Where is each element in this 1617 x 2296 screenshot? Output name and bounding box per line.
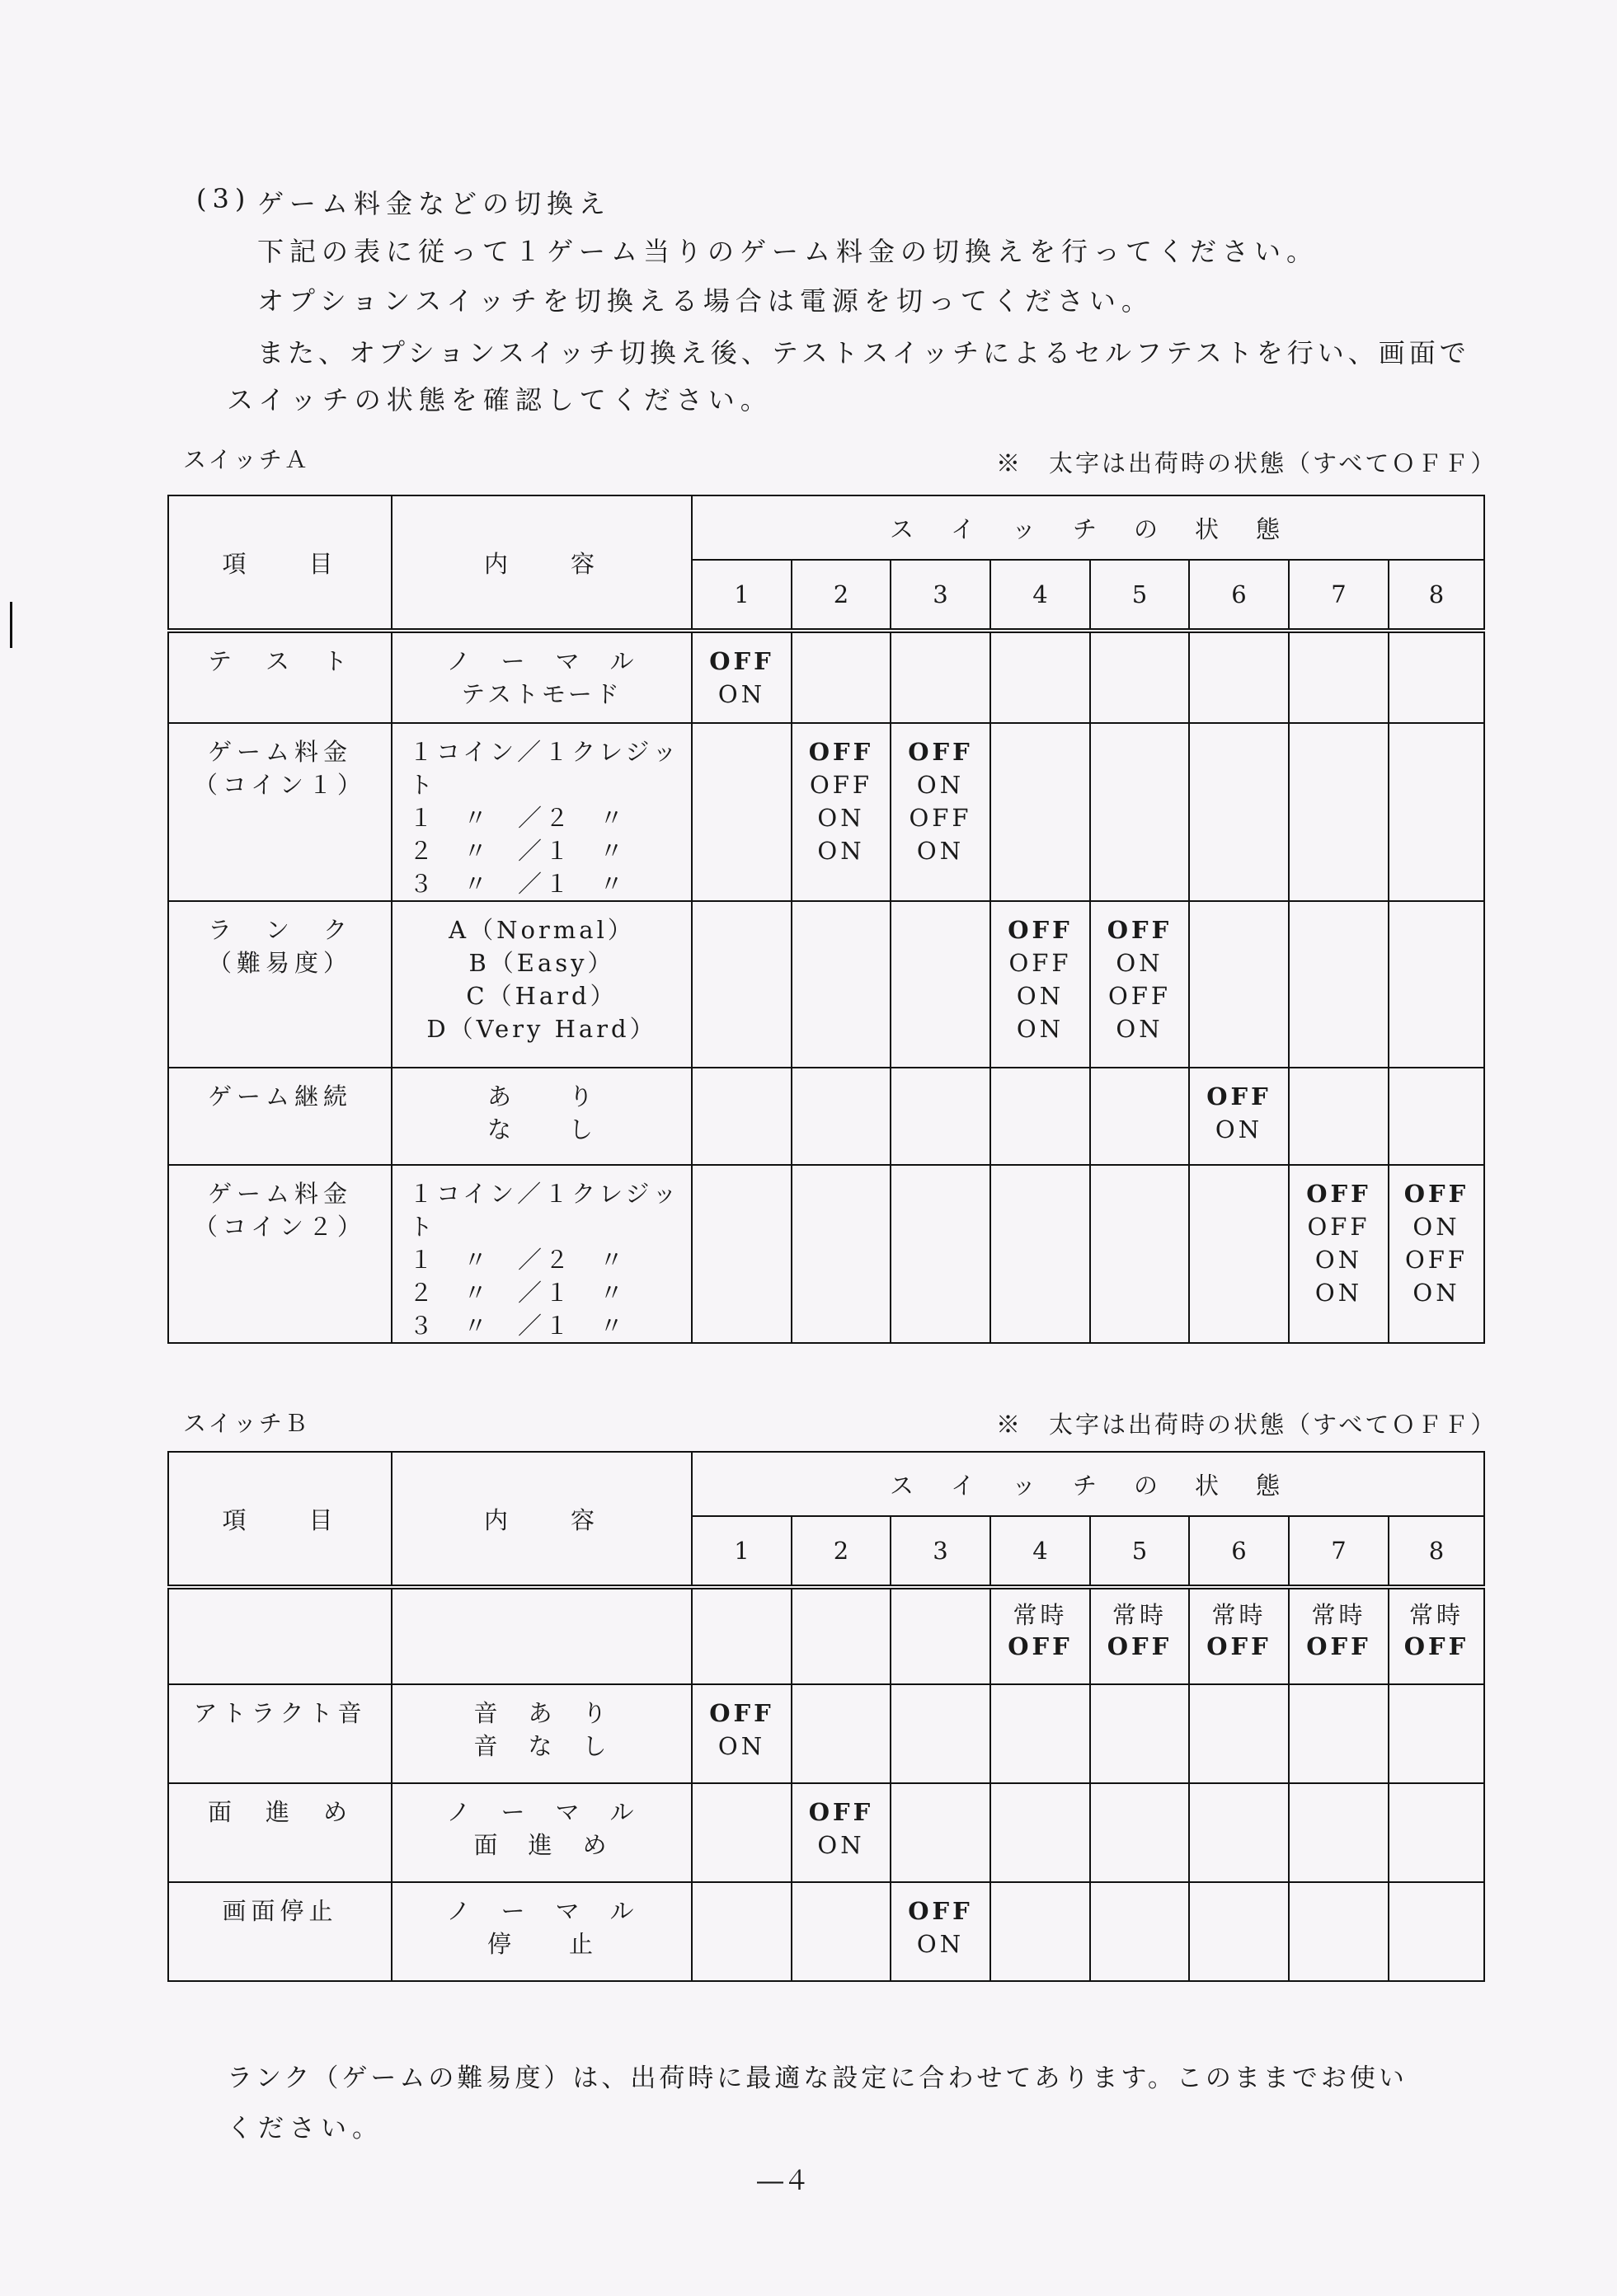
footer-line-1: ランク（ゲームの難易度）は、出荷時に最適な設定に合わせてあります。このままでお使い [227,2064,1408,2093]
switch-cell-line: ON [1116,949,1163,977]
switch-cell-empty [792,1068,891,1165]
switch-cell-line: ON [916,1930,965,1958]
row-content-line: ３ 〃 ／１ 〃 [409,1312,628,1340]
switch-cell-empty [1389,1068,1484,1165]
switch-cell-empty [1189,1783,1289,1882]
switch-cell-empty [792,901,891,1068]
switch-cell-always-lines [1389,1589,1483,1662]
switch-cell-empty [1389,1684,1484,1783]
switch-cell-lines [1190,1068,1288,1146]
switch-a-body [168,631,1484,1343]
row-content-line: C（Hard） [466,982,618,1010]
row-item-line: テ ス ト [207,647,352,675]
switch-number: 3 [891,1516,990,1587]
switch-b-table [167,1451,1485,1982]
switch-cell-always-line: OFF [1403,1632,1469,1660]
switch-cell-always [1189,1587,1289,1684]
switch-cell-empty [990,631,1090,723]
switch-cell-lines [1389,1166,1483,1309]
row-content-line: B（Easy） [468,949,615,977]
row-content-line: A（Normal） [449,916,635,944]
row-content-line: 停 止 [487,1930,596,1958]
row-content-line: 面 進 め [473,1831,610,1859]
switch-cell-line: ON [817,804,865,832]
switch-cell-always-line: OFF [1107,1632,1173,1660]
intro-line-3: また、オプションスイッチ切換え後、テストスイッチによるセルフテストを行い、画面で [257,337,1470,369]
page-number: ―４ [757,2165,811,2196]
switch-cell-empty [1189,723,1289,901]
row-item-lines [169,1685,391,1730]
row-content-line: ノ ー マ ル [446,1798,637,1826]
table-row [168,631,1484,723]
switch-cell-empty [792,1165,891,1343]
row-content-line: １ 〃 ／２ 〃 [409,1246,628,1274]
row-item [168,631,392,723]
switch-cell-empty [1189,631,1289,723]
switch-b-label: スイッチＢ [183,1410,310,1437]
row-content [392,901,692,1068]
row-content-lines [392,1883,691,1960]
row-item-line: アトラクト音 [193,1699,367,1727]
row-content-line: 音 な し [473,1732,610,1760]
switch-number: 4 [990,560,1090,631]
switch-cell-empty [1090,1684,1189,1783]
switch-cell-empty [1389,1783,1484,1882]
switch-cell-empty [1389,1882,1484,1981]
switch-cell-empty [1090,631,1189,723]
switch-cell-lines [792,1784,890,1862]
row-item-line: ゲーム料金 [207,1180,352,1208]
row-item-lines [169,1166,391,1243]
switch-cell-lines [891,1883,989,1960]
row-content-lines [392,724,691,900]
switch-cell-line: OFF [808,738,874,766]
switch-cell-always [1090,1587,1189,1684]
table-row [168,901,1484,1068]
switch-cell-always [1389,1587,1484,1684]
switch-number: 4 [990,1516,1090,1587]
switch-cell-line: OFF [808,1798,874,1826]
switch-cell-empty [891,631,990,723]
switch-cell-line: ON [1413,1279,1460,1307]
switch-cell-empty [692,1882,792,1981]
switch-cell-empty [692,1783,792,1882]
switch-cell-line: ON [817,1831,865,1859]
switch-cell-empty [692,901,792,1068]
table-row [168,1684,1484,1783]
switch-cell-empty [1389,631,1484,723]
switch-number: 3 [891,560,990,631]
header-item: 項 目 [168,495,392,631]
row-item-line: 画面停止 [222,1897,338,1925]
table-row [168,1068,1484,1165]
row-item-lines [169,1784,391,1829]
row-content-lines [392,1068,691,1146]
switch-cell-lines [991,902,1089,1045]
switch-cell-always-line: OFF [1306,1632,1371,1660]
row-item [168,1783,392,1882]
switch-number: 5 [1090,1516,1189,1587]
switch-cell-lines [693,633,791,711]
row-content [392,1783,692,1882]
switch-cell-empty [990,1165,1090,1343]
switch-cell-always [1289,1587,1389,1684]
switch-cell-line: OFF [709,1699,774,1727]
switch-cell-line: ON [1413,1213,1460,1241]
switch-cell-always-line: 常時 [1013,1601,1068,1629]
switch-cell-always-line: 常時 [1409,1601,1464,1629]
footer-line-2: ください。 [227,2114,383,2143]
switch-cell-always-lines [1290,1589,1388,1662]
switch-cell-empty [1090,1882,1189,1981]
switch-cell-empty [1289,723,1389,901]
switch-cell-empty [990,1783,1090,1882]
switch-cell-empty [792,631,891,723]
switch-number: 5 [1090,560,1189,631]
header-content: 内 容 [392,495,692,631]
switch-cell-line: OFF [1107,916,1173,944]
switch-cell-always-line: 常時 [1311,1601,1366,1629]
switch-cell-lines [891,724,989,867]
row-content [392,1684,692,1783]
row-item [168,1882,392,1981]
intro-line-4: スイッチの状態を確認してください。 [227,384,773,416]
switch-cell-lines [792,724,890,867]
switch-cell-empty [1090,1068,1189,1165]
switch-cell-empty [692,1068,792,1165]
switch-cell-line: OFF [709,647,774,675]
switch-number: 2 [792,1516,891,1587]
row-content-line: 音 あ り [473,1699,610,1727]
row-content-line: ２ 〃 ／１ 〃 [409,837,628,865]
row-item [168,1165,392,1343]
switch-cell-empty [1289,1068,1389,1165]
switch-cell-line: OFF [1307,1213,1370,1241]
switch-cell-empty [990,1068,1090,1165]
header-item: 項 目 [168,1452,392,1587]
switch-cell [792,1783,891,1882]
row-item [168,1068,392,1165]
switch-cell-line: OFF [908,738,973,766]
switch-cell-empty [1189,1882,1289,1981]
row-content-line: な し [487,1115,596,1143]
switch-cell-empty [1189,1684,1289,1783]
switch-cell [1189,1068,1289,1165]
switch-cell-empty [891,1587,990,1684]
row-content-line: ノ ー マ ル [446,1897,637,1925]
switch-number: 8 [1389,1516,1484,1587]
row-content-line: あ り [487,1082,596,1110]
row-content-line: １コイン／１クレジット [409,1180,680,1241]
row-item-line: ゲーム料金 [207,738,352,766]
row-item-line: ラ ン ク [207,916,352,944]
switch-cell-empty [692,1587,792,1684]
switch-cell-always-line: 常時 [1211,1601,1267,1629]
switch-a-table [167,495,1485,1344]
intro-line-1: 下記の表に従って１ゲーム当りのゲーム料金の切換えを行ってください。 [257,236,1319,267]
switch-cell-empty [891,901,990,1068]
header-switch-state: ス イ ッ チ の 状 態 [692,1452,1484,1516]
switch-cell-line: ON [717,1732,766,1760]
switch-cell-line: ON [1314,1246,1363,1274]
row-content-line: ２ 〃 ／１ 〃 [409,1279,628,1307]
switch-cell [1389,1165,1484,1343]
switch-number: 8 [1389,560,1484,631]
switch-cell-empty [792,1882,891,1981]
row-item-line: （コイン２） [193,1213,367,1241]
row-item [168,723,392,901]
switch-cell-empty [990,1684,1090,1783]
switch-cell-line: OFF [1008,949,1072,977]
switch-cell [692,631,792,723]
switch-cell [692,1684,792,1783]
row-content [392,631,692,723]
row-item [168,1684,392,1783]
switch-cell-empty [990,723,1090,901]
switch-cell-empty [891,1068,990,1165]
switch-cell [990,901,1090,1068]
table-row-always [168,1587,1484,1684]
switch-number: 6 [1189,560,1289,631]
switch-cell [891,723,990,901]
switch-cell-empty [1289,1882,1389,1981]
row-item-lines [169,902,391,979]
row-content [392,1068,692,1165]
switch-cell-empty [891,1783,990,1882]
switch-cell-empty [1189,1165,1289,1343]
row-item-lines [169,633,391,678]
row-content-lines [392,1784,691,1862]
switch-cell-empty [891,1684,990,1783]
switch-cell-always-line: OFF [1206,1632,1272,1660]
switch-cell-always-lines [1190,1589,1288,1662]
switch-number: 1 [692,560,792,631]
switch-cell-always-lines [1091,1589,1188,1662]
switch-number: 1 [692,1516,792,1587]
switch-cell-line: OFF [1206,1082,1272,1110]
row-item-lines [169,724,391,801]
switch-cell-lines [693,1685,791,1763]
row-content-line: D（Very Hard） [426,1015,657,1043]
switch-number: 2 [792,560,891,631]
row-content-line: テストモード [461,680,623,708]
table-row [168,723,1484,901]
switch-cell-empty [1289,1783,1389,1882]
row-content [392,723,692,901]
table-row [168,1783,1484,1882]
switch-cell-empty [1289,901,1389,1068]
switch-a-note: ※ 太字は出荷時の状態（すべてＯＦＦ） [996,449,1497,477]
switch-cell-empty [692,1165,792,1343]
switch-cell-line: OFF [1107,982,1172,1010]
switch-cell-always [990,1587,1090,1684]
row-item [168,901,392,1068]
switch-cell-empty [792,1587,891,1684]
switch-cell-empty [891,1165,990,1343]
row-item-lines [169,1068,391,1113]
switch-cell [891,1882,990,1981]
row-content-lines [392,1685,691,1763]
row-content-lines [392,1166,691,1342]
switch-cell-always-line: OFF [1008,1632,1073,1660]
switch-cell-line: OFF [809,771,873,799]
switch-cell-line: ON [1314,1279,1363,1307]
switch-a-label: スイッチＡ [183,446,310,473]
row-content-lines [392,902,691,1045]
switch-cell-empty [1389,901,1484,1068]
row-content-line: ノ ー マ ル [446,647,637,675]
switch-cell-line: OFF [1306,1180,1371,1208]
row-content-line: ３ 〃 ／１ 〃 [409,870,628,898]
switch-cell-lines [1290,1166,1388,1309]
switch-b-note: ※ 太字は出荷時の状態（すべてＯＦＦ） [996,1411,1497,1439]
switch-number: 6 [1189,1516,1289,1587]
switch-cell-line: OFF [1403,1180,1469,1208]
header-switch-state: ス イ ッ チ の 状 態 [692,495,1484,560]
margin-mark [10,602,12,648]
switch-cell-empty [692,723,792,901]
row-item [168,1587,392,1684]
switch-cell-line: ON [916,837,965,865]
switch-cell-empty [792,1684,891,1783]
table-row [168,1165,1484,1343]
switch-cell-line: OFF [1008,916,1073,944]
table-row [168,1882,1484,1981]
switch-cell-always-line: 常時 [1112,1601,1167,1629]
switch-cell-line: ON [1016,982,1065,1010]
switch-cell-line: ON [1116,1015,1163,1043]
row-item-line: （難易度） [207,949,352,977]
row-item-line: （コイン１） [193,771,367,799]
row-item-lines [169,1883,391,1927]
switch-cell-line: OFF [908,1897,973,1925]
switch-cell-empty [990,1882,1090,1981]
row-content [392,1165,692,1343]
switch-cell [1090,901,1189,1068]
row-content [392,1587,692,1684]
intro-line-2: オプションスイッチを切換える場合は電源を切ってください。 [257,285,1154,317]
section-number: (3) [196,183,251,214]
switch-b-body [168,1587,1484,1981]
row-content-line: １ 〃 ／２ 〃 [409,804,628,832]
switch-cell-empty [1289,1684,1389,1783]
row-item-line: ゲーム継続 [207,1082,352,1110]
switch-cell-line: ON [916,771,965,799]
switch-cell [792,723,891,901]
switch-cell-empty [1189,901,1289,1068]
switch-number: 7 [1289,560,1389,631]
switch-cell-empty [1090,1165,1189,1343]
switch-cell-empty [1090,723,1189,901]
switch-cell-line: OFF [1404,1246,1469,1274]
switch-cell-empty [1389,723,1484,901]
switch-cell-line: OFF [909,804,972,832]
switch-cell-empty [1289,631,1389,723]
row-item-line: 面 進 め [207,1798,352,1826]
row-content-line: １コイン／１クレジット [409,738,680,799]
switch-number: 7 [1289,1516,1389,1587]
switch-cell [1289,1165,1389,1343]
row-content [392,1882,692,1981]
switch-cell-always-lines [991,1589,1089,1662]
header-content: 内 容 [392,1452,692,1587]
section-title: ゲーム料金などの切換え [257,188,612,219]
row-content-lines [392,633,691,711]
switch-cell-line: ON [817,837,865,865]
switch-cell-line: ON [1016,1015,1065,1043]
switch-cell-line: ON [717,680,766,708]
switch-cell-empty [1090,1783,1189,1882]
switch-cell-lines [1091,902,1188,1045]
switch-cell-line: ON [1215,1115,1263,1143]
